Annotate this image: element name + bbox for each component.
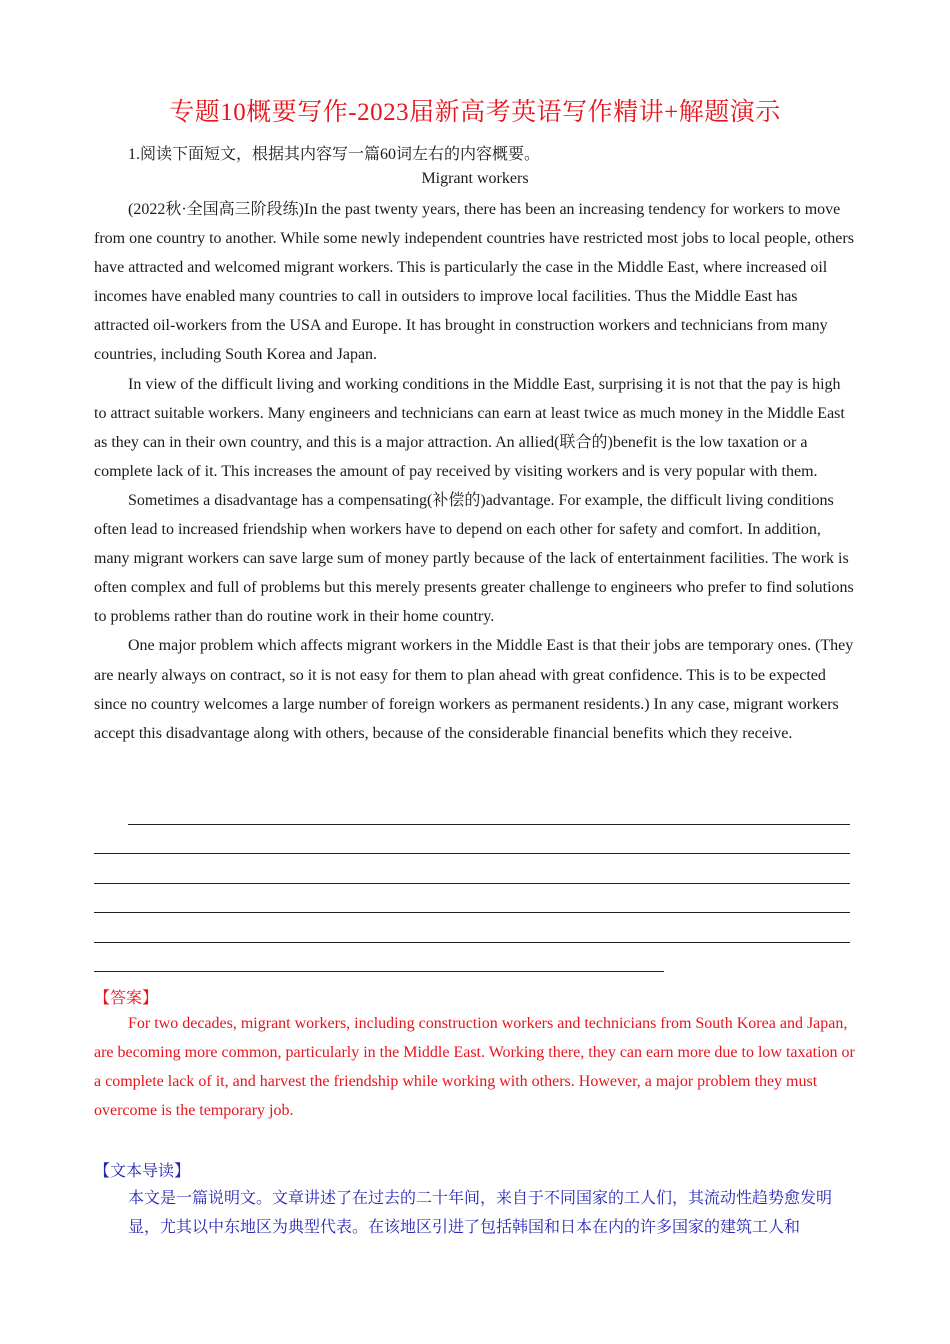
writing-line [94,853,850,854]
writing-line [94,971,664,972]
passage-paragraph: Sometimes a disadvantage has a compensating(补偿的)advantage. For example, the difficult living conditions often lead to increased friendship when workers have to depend on each other for safety and comfort. In addition, many migrant workers can save large sum of money partly because of the lack of entertainment facilities. The work is often complex and full of problems but this merely presents greater challenge to engineers who prefer to find solutions to problems rather than do routine work in their home country. [94,491,854,626]
answer-heading: 【答案】 [94,990,159,1007]
document-title: 专题10概要写作-2023届新高考英语写作精讲+解题演示 [169,99,781,126]
writing-line [128,824,850,825]
passage-paragraph: One major problem which affects migrant workers in the Middle East is that their jobs are temporary ones. (They are nearly always on contract, so it is not easy for them to plan ahead with great confidence. This is to be expected since no country welcomes a large number of foreign workers as permanent residents.) In any case, migrant workers accept this disadvantage along with others, because of the considerable financial benefits which they receive. [94,637,854,742]
passage-title: Migrant workers [421,170,529,187]
passage-paragraph: In view of the difficult living and working conditions in the Middle East, surprising it is not that the pay is high to attract suitable workers. Many engineers and technicians can earn at least twice as much money in the Middle East as they can in their own country, and this is a major attraction. An allied(联合的)benefit is the low taxation or a complete lack of it. This increases the amount of pay received by visiting workers and is very popular with them. [94,375,845,480]
guide-heading: 【文本导读】 [94,1163,191,1180]
question-instruction: 1.阅读下面短文，根据其内容写一篇60词左右的内容概要。 [128,146,541,163]
guide-text: 本文是一篇说明文。文章讲述了在过去的二十年间，来自于不同国家的工人们，其流动性趋势愈发明显，尤其以中东地区为典型代表。在该地区引进了包括韩国和日本在内的许多国家的建筑工人和 [128,1190,833,1237]
writing-line [94,942,850,943]
writing-line [94,883,850,884]
answer-writing-lines [94,824,850,1000]
passage-body [94,195,856,748]
answer-text: For two decades, migrant workers, including construction workers and technicians from South Korea and Japan, are becoming more common, particularly in the Middle East. Working there, they can earn more due to low taxation or a complete lack of it, and harvest the friendship while working with others. However, a major problem they must overcome is the temporary job. [94,1015,855,1120]
writing-line [94,912,850,913]
passage-paragraph: (2022秋·全国高三阶段练)In the past twenty years, there has been an increasing tendency for workers to move from one country to another. While some newly independent countries have restricted most jobs to local people, others have attracted and welcomed migrant workers. This is particularly the case in the Middle East, where increased oil incomes have enabled many countries to call in outsiders to improve local facilities. Thus the Middle East has attracted oil-workers from the USA and Europe. It has brought in construction workers and technicians from many countries, including South Korea and Japan. [94,201,854,364]
